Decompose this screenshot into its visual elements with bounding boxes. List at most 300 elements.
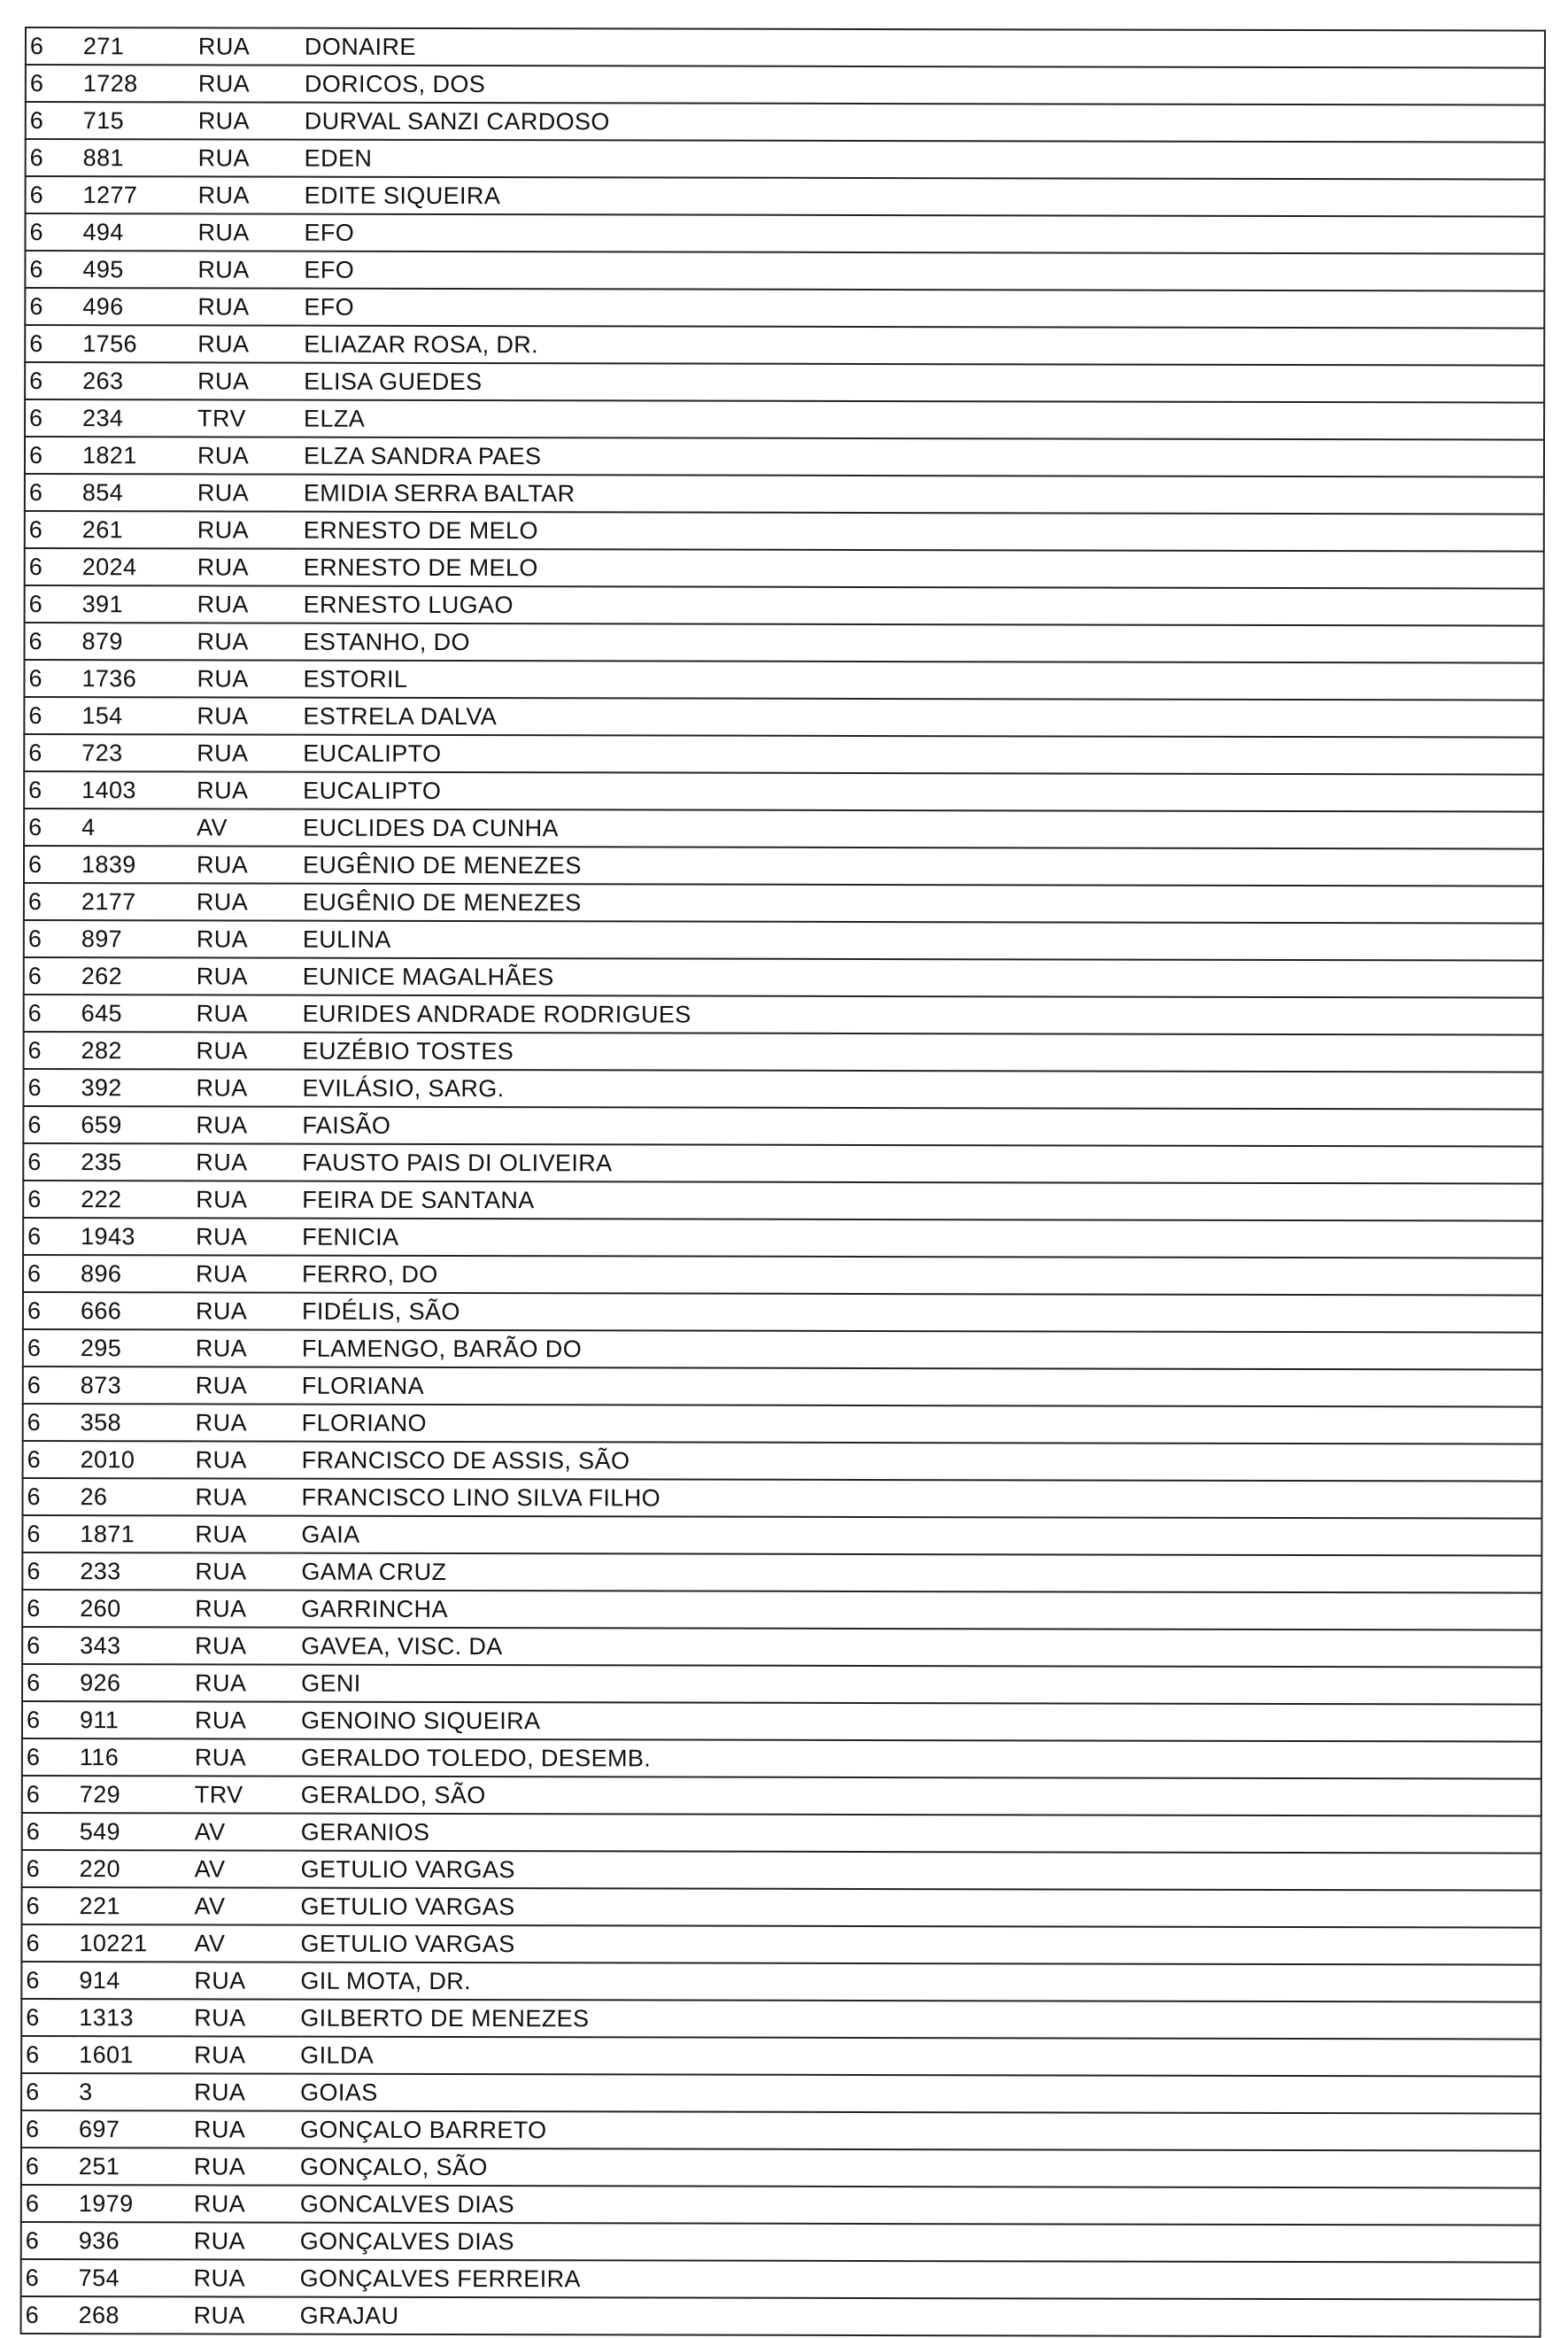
table-row <box>22 1850 1541 1891</box>
district-cell: 6 <box>21 2148 79 2185</box>
district-cell: 6 <box>22 1664 80 1701</box>
street-name-cell: FIDÉLIS, SÃO <box>302 1293 1542 1333</box>
code-cell: 2177 <box>81 883 197 920</box>
street-type-cell: RUA <box>196 1292 302 1329</box>
street-name-cell: GARRINCHA <box>301 1591 1541 1630</box>
code-cell: 1979 <box>79 2185 194 2222</box>
district-cell: 6 <box>26 139 83 176</box>
street-type-cell: RUA <box>197 251 304 288</box>
code-cell: 496 <box>82 288 197 325</box>
street-type-cell: RUA <box>197 548 304 585</box>
code-cell: 154 <box>81 697 197 734</box>
code-cell: 343 <box>80 1627 195 1664</box>
street-type-cell: RUA <box>194 2259 300 2296</box>
street-type-cell: RUA <box>198 139 305 176</box>
code-cell: 295 <box>81 1329 196 1366</box>
street-type-cell: TRV <box>197 399 304 437</box>
street-name-cell: FAUSTO PAIS DI OLIVEIRA <box>302 1144 1542 1184</box>
code-cell: 1943 <box>81 1218 196 1255</box>
street-name-cell: ELZA <box>304 400 1544 440</box>
street-type-cell: RUA <box>197 362 304 399</box>
table-row <box>25 623 1544 663</box>
street-name-cell: EDEN <box>305 140 1545 180</box>
table-row <box>22 1776 1541 1816</box>
table-row <box>23 1404 1542 1444</box>
district-cell: 6 <box>23 1106 81 1143</box>
district-cell: 6 <box>22 1590 80 1627</box>
code-cell: 261 <box>82 511 197 548</box>
table-row <box>21 2036 1541 2077</box>
street-type-cell: RUA <box>195 1515 301 1552</box>
district-cell: 6 <box>25 474 82 511</box>
street-type-cell: RUA <box>194 2296 300 2334</box>
district-cell: 6 <box>24 809 81 846</box>
district-cell: 6 <box>23 1329 81 1366</box>
street-type-cell: RUA <box>194 2073 300 2110</box>
table-row <box>24 1032 1543 1072</box>
street-type-cell: RUA <box>195 1590 301 1627</box>
table-row <box>24 697 1543 738</box>
street-name-cell: ERNESTO DE MELO <box>304 512 1544 552</box>
code-cell: 235 <box>81 1143 196 1181</box>
code-cell: 1736 <box>81 660 197 697</box>
code-cell: 549 <box>80 1813 195 1850</box>
street-name-cell: DURVAL SANZI CARDOSO <box>305 103 1545 143</box>
district-cell: 6 <box>24 1032 81 1069</box>
code-cell: 1756 <box>82 325 197 362</box>
district-cell: 6 <box>25 213 82 251</box>
district-cell: 6 <box>26 102 83 139</box>
table-row <box>24 734 1543 775</box>
code-cell: 494 <box>82 213 197 251</box>
street-name-cell: GRAJAU <box>300 2297 1541 2337</box>
district-cell: 6 <box>26 176 83 213</box>
district-cell: 6 <box>24 697 81 734</box>
district-cell: 6 <box>21 2259 79 2296</box>
code-cell: 1821 <box>82 437 197 474</box>
street-name-cell: GILDA <box>300 2037 1541 2077</box>
code-cell: 391 <box>82 585 197 623</box>
street-type-cell: RUA <box>196 1218 302 1255</box>
street-name-cell: FLORIANO <box>302 1405 1542 1444</box>
district-cell: 6 <box>21 2036 79 2073</box>
street-name-cell: GERALDO TOLEDO, DESEMB. <box>301 1739 1541 1779</box>
code-cell: 936 <box>79 2222 194 2259</box>
code-cell: 10221 <box>79 1924 194 1962</box>
table-row <box>23 1218 1542 1258</box>
street-type-cell: RUA <box>195 1478 301 1515</box>
table-row <box>25 213 1544 254</box>
street-name-cell: EFO <box>304 214 1544 254</box>
street-type-cell: RUA <box>194 1962 300 1999</box>
street-name-cell: GERALDO, SÃO <box>301 1777 1541 1816</box>
code-cell: 911 <box>80 1701 195 1738</box>
code-cell: 729 <box>80 1776 195 1813</box>
district-cell: 6 <box>22 1515 80 1552</box>
district-cell: 6 <box>23 1218 81 1255</box>
table-row <box>26 139 1545 180</box>
table-row <box>25 325 1544 366</box>
code-cell: 392 <box>81 1069 196 1106</box>
table-row <box>21 1924 1541 1965</box>
street-name-cell: GERANIOS <box>301 1814 1541 1854</box>
code-cell: 263 <box>82 362 197 399</box>
table-row <box>22 1552 1541 1593</box>
code-cell: 234 <box>82 399 197 437</box>
district-cell: 6 <box>25 362 82 399</box>
street-name-cell: EUZÉBIO TOSTES <box>303 1033 1543 1072</box>
street-name-cell: EMIDIA SERRA BALTAR <box>304 475 1544 515</box>
district-cell: 6 <box>25 399 82 437</box>
table-row <box>25 437 1544 477</box>
district-cell: 6 <box>23 1366 81 1404</box>
street-name-cell: EULINA <box>303 921 1543 961</box>
district-cell: 6 <box>24 995 81 1032</box>
street-name-cell: GENOINO SIQUEIRA <box>301 1702 1541 1742</box>
street-name-cell: GILBERTO DE MENEZES <box>300 2000 1541 2040</box>
street-type-cell: RUA <box>197 846 303 883</box>
district-cell: 6 <box>24 920 81 957</box>
street-type-cell: RUA <box>194 2110 300 2148</box>
district-cell: 6 <box>24 660 81 697</box>
street-name-cell: GIL MOTA, DR. <box>300 1963 1541 2002</box>
street-type-cell: RUA <box>195 1701 301 1738</box>
district-cell: 6 <box>25 437 82 474</box>
street-name-cell: GONÇALVES FERREIRA <box>300 2260 1541 2300</box>
code-cell: 896 <box>81 1255 196 1292</box>
code-cell: 881 <box>83 139 198 176</box>
district-cell: 6 <box>24 846 81 883</box>
district-cell: 6 <box>26 65 83 102</box>
code-cell: 926 <box>80 1664 195 1701</box>
table-row <box>25 362 1544 403</box>
code-cell: 2024 <box>82 548 197 585</box>
street-name-cell: EUCALIPTO <box>303 772 1543 812</box>
table-row <box>22 1813 1541 1854</box>
street-name-cell: GETULIO VARGAS <box>301 1851 1541 1891</box>
street-type-cell: RUA <box>197 771 303 809</box>
district-cell: 6 <box>25 511 82 548</box>
code-cell: 260 <box>80 1590 195 1627</box>
street-type-cell: AV <box>194 1924 300 1962</box>
district-cell: 6 <box>21 2110 79 2148</box>
street-type-cell: RUA <box>195 1664 301 1701</box>
district-cell: 6 <box>21 1962 79 1999</box>
street-name-cell: EUNICE MAGALHÃES <box>303 958 1543 998</box>
street-type-cell: AV <box>195 1813 301 1850</box>
district-cell: 6 <box>22 1776 80 1813</box>
table-row <box>23 1106 1542 1147</box>
code-cell: 220 <box>80 1850 195 1887</box>
table-row <box>23 1143 1542 1184</box>
code-cell: 268 <box>79 2296 194 2334</box>
street-type-cell: RUA <box>197 734 303 771</box>
district-cell: 6 <box>26 27 83 65</box>
table-row <box>21 1999 1541 2040</box>
street-type-cell: RUA <box>196 1441 302 1478</box>
street-type-cell: RUA <box>198 176 305 213</box>
street-type-cell: RUA <box>195 1627 301 1664</box>
table-row <box>21 2259 1541 2300</box>
code-cell: 1871 <box>80 1515 195 1552</box>
street-name-cell: ESTANHO, DO <box>304 623 1544 663</box>
code-cell: 358 <box>81 1404 196 1441</box>
street-type-cell: RUA <box>197 995 303 1032</box>
street-type-cell: RUA <box>194 1999 300 2036</box>
table-row <box>24 846 1543 886</box>
district-cell: 6 <box>22 1701 80 1738</box>
street-type-cell: TRV <box>195 1776 301 1813</box>
street-name-cell: GONÇALVES DIAS <box>300 2223 1541 2263</box>
code-cell: 659 <box>81 1106 196 1143</box>
code-cell: 251 <box>79 2148 194 2185</box>
code-cell: 715 <box>83 102 198 139</box>
street-type-cell: RUA <box>197 437 304 474</box>
district-cell: 6 <box>25 548 82 585</box>
street-name-cell: GETULIO VARGAS <box>301 1888 1541 1928</box>
street-name-cell: GETULIO VARGAS <box>300 1925 1541 1965</box>
table-row <box>21 1962 1541 2002</box>
code-cell: 1277 <box>83 176 198 213</box>
table-row <box>25 474 1544 515</box>
street-name-cell: ELZA SANDRA PAES <box>304 437 1544 477</box>
table-row <box>26 65 1545 105</box>
street-type-cell: RUA <box>197 957 303 995</box>
street-name-cell: GAVEA, VISC. DA <box>301 1628 1541 1668</box>
street-name-cell: FLAMENGO, BARÃO DO <box>302 1330 1542 1370</box>
street-name-cell: EDITE SIQUEIRA <box>305 177 1545 217</box>
code-cell: 495 <box>82 251 197 288</box>
table-row <box>25 511 1544 552</box>
code-cell: 1728 <box>83 65 198 102</box>
table-row <box>22 1738 1541 1779</box>
code-cell: 854 <box>82 474 197 511</box>
street-name-cell: EFO <box>304 289 1544 329</box>
table-row <box>21 2073 1541 2114</box>
street-type-cell: RUA <box>197 1032 303 1069</box>
table-row <box>25 251 1544 291</box>
code-cell: 697 <box>79 2110 194 2148</box>
street-type-cell: RUA <box>194 2148 300 2185</box>
street-name-cell: EURIDES ANDRADE RODRIGUES <box>303 995 1543 1035</box>
district-cell: 6 <box>23 1404 81 1441</box>
street-name-cell: FEIRA DE SANTANA <box>302 1181 1542 1221</box>
district-cell: 6 <box>23 1441 81 1478</box>
street-name-cell: EUGÊNIO DE MENEZES <box>303 847 1543 886</box>
street-name-cell: EUCLIDES DA CUNHA <box>303 809 1543 849</box>
street-table <box>20 27 1546 2338</box>
district-cell: 6 <box>21 2185 79 2222</box>
street-name-cell: ESTORIL <box>303 661 1543 701</box>
code-cell: 723 <box>81 734 197 771</box>
table-row <box>23 1441 1542 1482</box>
code-cell: 3 <box>79 2073 194 2110</box>
street-type-cell: RUA <box>197 883 303 920</box>
street-type-cell: RUA <box>197 660 303 697</box>
code-cell: 233 <box>80 1552 195 1590</box>
table-row <box>25 585 1544 626</box>
street-type-cell: RUA <box>197 474 304 511</box>
district-cell: 6 <box>23 1069 81 1106</box>
code-cell: 1403 <box>81 771 197 809</box>
street-name-cell: GOIAS <box>300 2074 1541 2114</box>
district-cell: 6 <box>21 1924 79 1962</box>
street-type-cell: RUA <box>196 1069 302 1106</box>
district-cell: 6 <box>24 883 81 920</box>
code-cell: 879 <box>82 623 197 660</box>
street-name-cell: ERNESTO DE MELO <box>304 549 1544 589</box>
table-row <box>21 2222 1541 2263</box>
street-name-cell: EUGÊNIO DE MENEZES <box>303 884 1543 924</box>
district-cell: 6 <box>21 2073 79 2110</box>
district-cell: 6 <box>25 585 82 623</box>
street-name-cell: FAISÃO <box>302 1107 1542 1147</box>
table-row <box>24 957 1543 998</box>
table-row <box>22 1887 1541 1928</box>
street-name-cell: DORICOS, DOS <box>305 66 1545 105</box>
street-type-cell: AV <box>197 809 303 846</box>
table-row <box>23 1292 1542 1333</box>
street-name-cell: FLORIANA <box>302 1367 1542 1407</box>
table-row <box>24 771 1543 812</box>
street-type-cell: RUA <box>196 1329 302 1366</box>
code-cell: 26 <box>80 1478 195 1515</box>
table-row <box>23 1255 1542 1296</box>
table-row <box>24 809 1543 849</box>
street-type-cell: RUA <box>198 27 305 65</box>
district-cell: 6 <box>25 288 82 325</box>
street-type-cell: RUA <box>194 2185 300 2222</box>
table-row <box>22 1590 1541 1630</box>
street-register-sheet <box>20 27 1546 2338</box>
street-name-cell: ELISA GUEDES <box>304 363 1544 403</box>
street-name-cell: EVILÁSIO, SARG. <box>302 1070 1542 1110</box>
street-type-cell: RUA <box>197 920 303 957</box>
table-row <box>26 176 1545 217</box>
table-row <box>25 288 1544 329</box>
table-row <box>22 1627 1541 1668</box>
street-type-cell: RUA <box>198 102 305 139</box>
code-cell: 754 <box>79 2259 194 2296</box>
street-name-cell: FERRO, DO <box>302 1256 1542 1296</box>
table-row <box>22 1515 1541 1556</box>
table-row <box>23 1329 1542 1370</box>
code-cell: 914 <box>79 1962 194 1999</box>
street-type-cell: RUA <box>196 1366 302 1404</box>
district-cell: 6 <box>25 325 82 362</box>
code-cell: 645 <box>81 995 197 1032</box>
street-type-cell: RUA <box>194 2036 300 2073</box>
street-type-cell: RUA <box>197 511 304 548</box>
table-row <box>21 2110 1541 2151</box>
district-cell: 6 <box>22 1738 80 1776</box>
district-cell: 6 <box>23 1143 81 1181</box>
street-type-cell: RUA <box>194 2222 300 2259</box>
table-row <box>24 995 1543 1035</box>
street-type-cell: AV <box>195 1887 301 1924</box>
code-cell: 282 <box>81 1032 197 1069</box>
street-type-cell: RUA <box>196 1143 302 1181</box>
table-row <box>24 883 1543 924</box>
table-row <box>26 27 1545 68</box>
district-cell: 6 <box>22 1627 80 1664</box>
district-cell: 6 <box>23 1292 81 1329</box>
code-cell: 4 <box>81 809 197 846</box>
street-name-cell: FRANCISCO DE ASSIS, SÃO <box>302 1442 1542 1482</box>
code-cell: 116 <box>80 1738 195 1776</box>
street-type-cell: RUA <box>196 1181 302 1218</box>
street-name-cell: ESTRELA DALVA <box>303 698 1543 738</box>
code-cell: 1601 <box>79 2036 194 2073</box>
code-cell: 262 <box>81 957 197 995</box>
district-cell: 6 <box>23 1255 81 1292</box>
table-row <box>24 660 1543 701</box>
district-cell: 6 <box>24 957 81 995</box>
table-row <box>23 1069 1542 1110</box>
district-cell: 6 <box>22 1552 80 1590</box>
street-name-cell: EUCALIPTO <box>303 735 1543 775</box>
district-cell: 6 <box>24 734 81 771</box>
code-cell: 1313 <box>79 1999 194 2036</box>
code-cell: 271 <box>83 27 198 65</box>
street-name-cell: FRANCISCO LINO SILVA FILHO <box>301 1479 1541 1519</box>
street-type-cell: RUA <box>197 325 304 362</box>
district-cell: 6 <box>24 771 81 809</box>
street-type-cell: RUA <box>196 1404 302 1441</box>
district-cell: 6 <box>22 1850 80 1887</box>
street-name-cell: EFO <box>304 252 1544 291</box>
table-row <box>21 2148 1541 2188</box>
district-cell: 6 <box>21 2222 79 2259</box>
street-type-cell: RUA <box>196 1255 302 1292</box>
district-cell: 6 <box>25 251 82 288</box>
district-cell: 6 <box>21 2296 79 2334</box>
table-row <box>22 1478 1541 1519</box>
code-cell: 222 <box>81 1181 196 1218</box>
street-name-cell: GONCALVES DIAS <box>300 2186 1541 2226</box>
table-row <box>26 102 1545 143</box>
street-type-cell: RUA <box>196 1106 302 1143</box>
table-row <box>23 1366 1542 1407</box>
street-name-cell: ERNESTO LUGAO <box>304 586 1544 626</box>
street-name-cell: GONÇALO BARRETO <box>300 2111 1541 2151</box>
street-type-cell: RUA <box>197 213 304 251</box>
street-type-cell: RUA <box>197 697 303 734</box>
code-cell: 666 <box>81 1292 196 1329</box>
street-name-cell: GONÇALO, SÃO <box>300 2148 1541 2188</box>
code-cell: 897 <box>81 920 197 957</box>
street-type-cell: RUA <box>195 1552 301 1590</box>
district-cell: 6 <box>23 1181 81 1218</box>
district-cell: 6 <box>22 1478 80 1515</box>
street-name-cell: ELIAZAR ROSA, DR. <box>304 326 1544 366</box>
street-name-cell: GAIA <box>301 1516 1541 1556</box>
table-row <box>25 399 1544 440</box>
district-cell: 6 <box>25 623 82 660</box>
table-row <box>22 1664 1541 1705</box>
district-cell: 6 <box>21 1999 79 2036</box>
street-name-cell: DONAIRE <box>305 28 1545 68</box>
table-row <box>21 2185 1541 2226</box>
code-cell: 873 <box>81 1366 196 1404</box>
street-type-cell: RUA <box>197 288 304 325</box>
table-row <box>24 920 1543 961</box>
table-row <box>25 548 1544 589</box>
street-type-cell: AV <box>195 1850 301 1887</box>
code-cell: 221 <box>80 1887 195 1924</box>
street-type-cell: RUA <box>197 623 304 660</box>
code-cell: 2010 <box>81 1441 196 1478</box>
